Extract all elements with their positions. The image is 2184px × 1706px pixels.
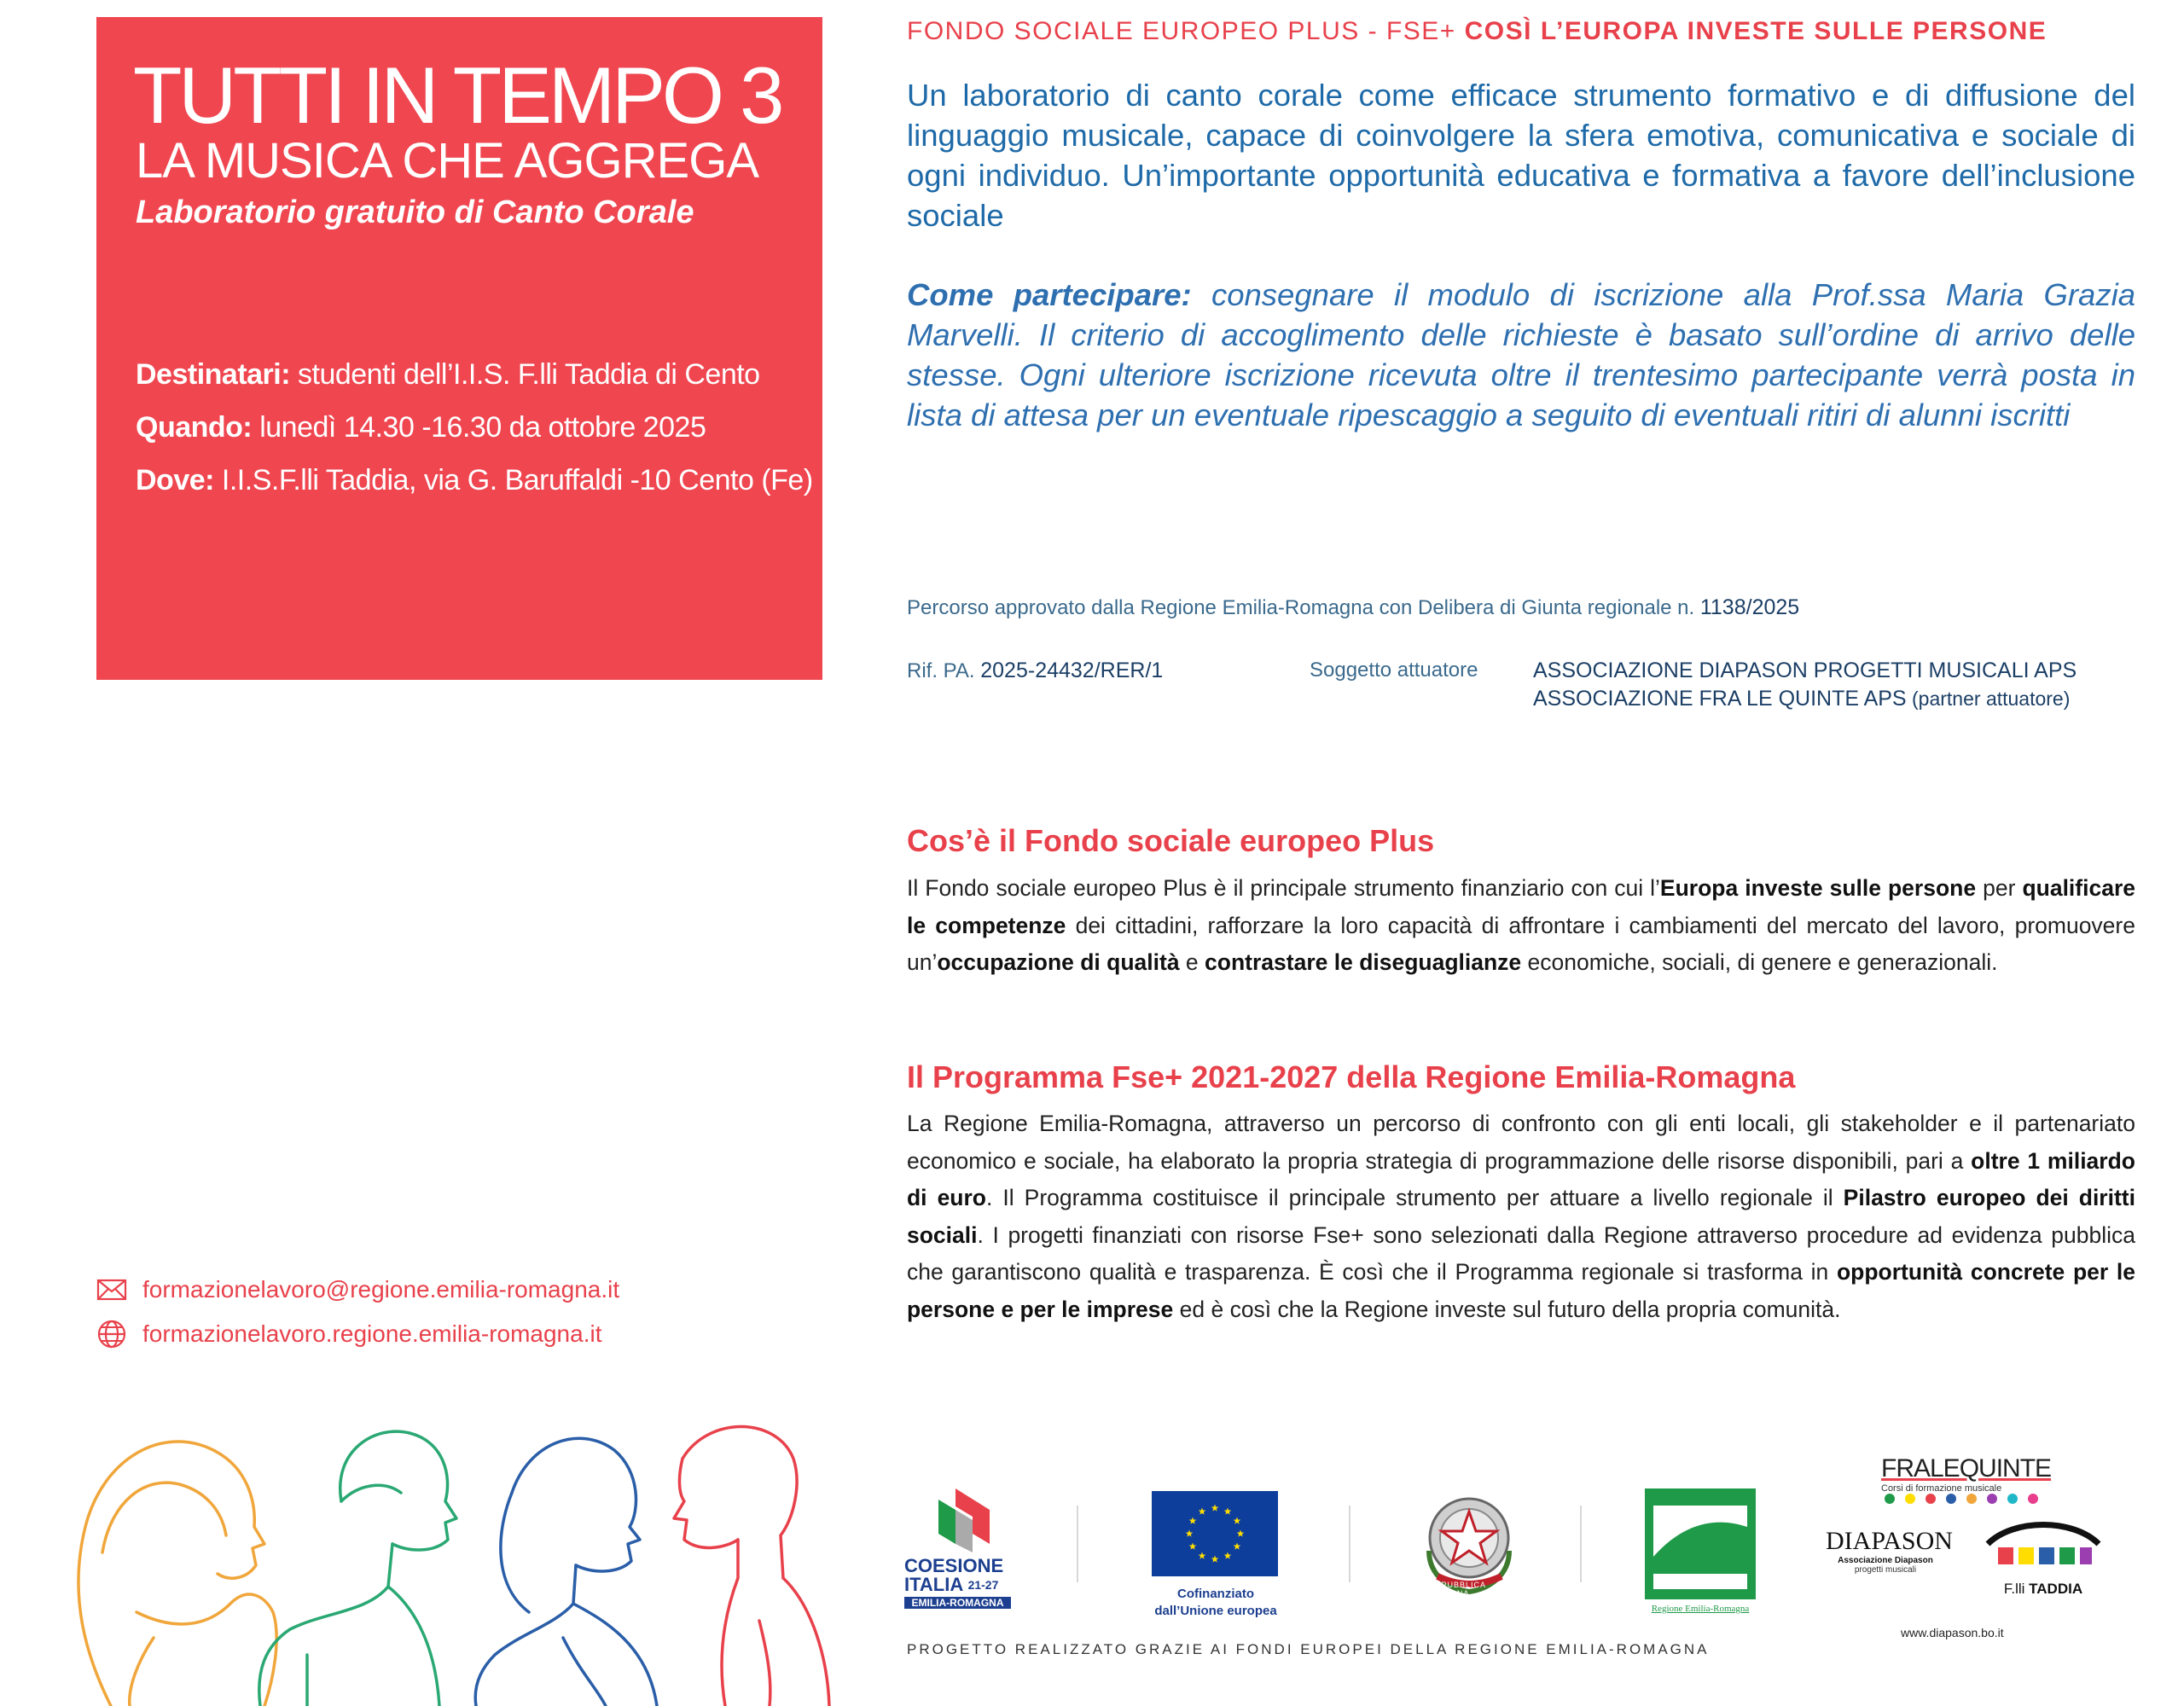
s1-text-4: e bbox=[1179, 949, 1205, 975]
s2-text-3: . I progetti finanziati con risorse Fse+ sono selezionati dalla Regione attraverso procedure ad evidenza pubblica che garantiscono qualità e trasparenza. È così che il Programma regionale si trasforma in bbox=[907, 1221, 2135, 1285]
s1-bold-2: qualificare le competenze bbox=[907, 875, 2136, 938]
diapason-logo bbox=[1826, 1527, 1953, 1575]
where-label: Dove: bbox=[136, 464, 214, 496]
globe-icon bbox=[96, 1319, 127, 1349]
event-title: TUTTI IN TEMPO 3 bbox=[133, 50, 781, 140]
fund-header bbox=[907, 17, 2047, 46]
approval-text: Percorso approvato dalla Regione Emilia-Romagna con Delibera di Giunta regionale n. bbox=[907, 596, 1700, 619]
diapason-sub-1: Associazione Diapason bbox=[1838, 1556, 1933, 1565]
fralequinte-dots bbox=[1881, 1494, 2052, 1506]
eu-logo bbox=[1152, 1491, 1280, 1620]
coesione-italia-logo bbox=[904, 1484, 1019, 1621]
approval-number: 1138/2025 bbox=[1699, 595, 1800, 619]
contact-email[interactable] bbox=[96, 1276, 619, 1303]
person-red bbox=[674, 1427, 829, 1706]
event-subtitle: LA MUSICA CHE AGGREGA bbox=[136, 133, 758, 189]
section-programme-title: Il Programma Fse+ 2021-2027 della Regione Emilia-Romagna bbox=[907, 1059, 1796, 1094]
subject-label: Soggetto attuatore bbox=[1310, 659, 1478, 682]
mail-icon bbox=[96, 1279, 127, 1301]
event-card bbox=[96, 17, 822, 680]
approval-line bbox=[907, 595, 1799, 620]
coesione-years: 21-27 bbox=[967, 1578, 999, 1592]
when-value: lunedì 14.30 -16.30 da ottobre 2025 bbox=[252, 411, 706, 444]
person-green bbox=[259, 1431, 456, 1706]
contact-web[interactable] bbox=[96, 1319, 601, 1349]
fralequinte-sub: Corsi di formazione musicale bbox=[1881, 1483, 2002, 1494]
s1-text-5: economiche, sociali, di genere e generazionali. bbox=[1521, 949, 1998, 975]
howto-label: Come partecipare: bbox=[907, 277, 1192, 312]
taddia-logo bbox=[1979, 1517, 2107, 1598]
s2-text-4: ed è così che la Regione investe sul futuro della propria comunità. bbox=[1173, 1296, 1841, 1322]
ref-label: Rif. PA. bbox=[907, 659, 981, 682]
ref-line bbox=[907, 659, 1163, 683]
fralequinte-name: FRALEQUINTE bbox=[1881, 1454, 2052, 1483]
taddia-prefix: F.lli bbox=[2003, 1581, 2030, 1597]
event-lab-type: Laboratorio gratuito di Canto Corale bbox=[136, 194, 694, 230]
person-blue bbox=[475, 1438, 657, 1706]
coesione-line1: COESIONE bbox=[904, 1555, 1004, 1576]
repubblica-text: REPUBBLICA ITALIANA bbox=[1429, 1581, 1486, 1598]
people-illustration bbox=[51, 1399, 836, 1706]
diapason-name: DIAPASON bbox=[1826, 1527, 1953, 1555]
email-link[interactable]: formazionelavoro@regione.emilia-romagna.it bbox=[142, 1276, 620, 1303]
logo-divider bbox=[1077, 1506, 1078, 1582]
intro-paragraph: Un laboratorio di canto corale come efficace strumento formativo e di diffusione del linguaggio musicale, capace di coinvolgere la sfera emotiva, comunicativa e sociale di ogni individuo. Un’importante opportunità educativa e formativa a favore dell’inclusione sociale bbox=[907, 78, 2135, 233]
s2-bold-3: opportunità concrete per le persone e per le imprese bbox=[907, 1259, 2135, 1322]
person-orange bbox=[78, 1442, 276, 1706]
s1-bold-1: Europa investe sulle persone bbox=[1659, 875, 1977, 901]
regione-mark bbox=[1645, 1488, 1756, 1599]
s2-text-1: La Regione Emilia-Romagna, attraverso un percorso di confronto con gli enti locali, gli stakeholder e il partenariato economico e sociale, ha elaborato la propria strategia di programmazione delle risorse disponibili, pari a bbox=[907, 1111, 2135, 1174]
regione-caption: Regione Emilia-Romagna bbox=[1651, 1604, 1750, 1614]
subject-2-note: (partner attuatore) bbox=[1906, 688, 2071, 710]
diapason-website[interactable]: www.diapason.bo.it bbox=[1901, 1626, 2004, 1639]
when-line bbox=[136, 411, 706, 444]
s1-bold-4: contrastare le diseguaglianze bbox=[1205, 949, 1522, 975]
s1-text-1: Il Fondo sociale europeo Plus è il principale strumento finanziario con cui l’ bbox=[907, 875, 1660, 901]
fund-name: FONDO SOCIALE EUROPEO PLUS - FSE+ bbox=[907, 17, 1465, 45]
howto-text: consegnare il modulo di iscrizione alla Prof.ssa Maria Grazia Marvelli. Il criterio di accoglimento delle richieste è basato sull’ordine di arrivo delle stesse. Ogni ulteriore iscrizione ricevuta oltre il trentesimo partecipante verrà posta in lista di attesa per un eventuale ripescaggio a seguito di eventuali ritiri di alunni iscritti bbox=[907, 277, 2135, 432]
subject-1 bbox=[1533, 659, 2077, 683]
fralequinte-logo bbox=[1881, 1454, 2052, 1510]
footer-note: PROGETTO REALIZZATO GRAZIE AI FONDI EUROPEI DELLA REGIONE EMILIA-ROMAGNA bbox=[907, 1641, 1710, 1657]
s1-text-2: per bbox=[1976, 875, 2023, 901]
diapason-sub-2: progetti musicali bbox=[1854, 1565, 1917, 1575]
section-fse-text bbox=[907, 870, 2135, 982]
logo-divider bbox=[1349, 1506, 1350, 1582]
where-line bbox=[136, 464, 813, 497]
web-link[interactable]: formazionelavoro.regione.emilia-romagna.it bbox=[142, 1320, 602, 1347]
howto-paragraph bbox=[907, 275, 2135, 435]
coesione-line2-wrap bbox=[904, 1575, 1019, 1594]
eu-caption-2: dall’Unione europea bbox=[1154, 1604, 1277, 1618]
s2-text-2: . Il Programma costituisce il principale strumento per attuare a livello regionale il bbox=[986, 1185, 1844, 1210]
subject-2 bbox=[1533, 687, 2070, 711]
regione-logo bbox=[1645, 1488, 1756, 1614]
s2-bold-2: Pilastro europeo dei diritti sociali bbox=[907, 1185, 2135, 1248]
section-fse-title: Cos’è il Fondo sociale europeo Plus bbox=[907, 823, 1435, 858]
coesione-region: EMILIA-ROMAGNA bbox=[904, 1597, 1011, 1609]
subject-2-text: ASSOCIAZIONE FRA LE QUINTE APS bbox=[1533, 687, 1907, 711]
s1-bold-3: occupazione di qualità bbox=[937, 949, 1180, 975]
target-label: Destinatari: bbox=[136, 358, 291, 391]
taddia-name-line bbox=[1979, 1581, 2107, 1598]
s1-text-3: dei cittadini, rafforzare la loro capacità di affrontare i cambiamenti del mercato del lavoro, promuovere un’ bbox=[907, 912, 2135, 975]
taddia-name: TADDIA bbox=[2029, 1581, 2083, 1597]
ref-code: 2025-24432/RER/1 bbox=[980, 659, 1164, 682]
section-programme-text bbox=[907, 1105, 2135, 1328]
taddia-mark bbox=[1979, 1517, 2107, 1576]
fund-slogan: COSÌ L’EUROPA INVESTE SULLE PERSONE bbox=[1464, 17, 2048, 45]
logo-divider bbox=[1580, 1506, 1582, 1582]
when-label: Quando: bbox=[136, 411, 253, 444]
coesione-mark bbox=[904, 1484, 1019, 1552]
eu-caption-1: Cofinanziato bbox=[1177, 1587, 1254, 1601]
subject-1-text: ASSOCIAZIONE DIAPASON PROGETTI MUSICALI APS bbox=[1533, 659, 2077, 682]
s2-bold-1: oltre 1 miliardo di euro bbox=[907, 1147, 2135, 1210]
target-value: studenti dell’I.I.S. F.lli Taddia di Cento bbox=[290, 358, 760, 391]
repubblica-emblem bbox=[1412, 1491, 1527, 1602]
eu-flag bbox=[1152, 1491, 1278, 1576]
where-value: I.I.S.F.lli Taddia, via G. Baruffaldi -10 Cento (Fe) bbox=[213, 464, 813, 496]
target-line bbox=[136, 358, 760, 392]
coesione-line2: ITALIA bbox=[904, 1574, 963, 1595]
